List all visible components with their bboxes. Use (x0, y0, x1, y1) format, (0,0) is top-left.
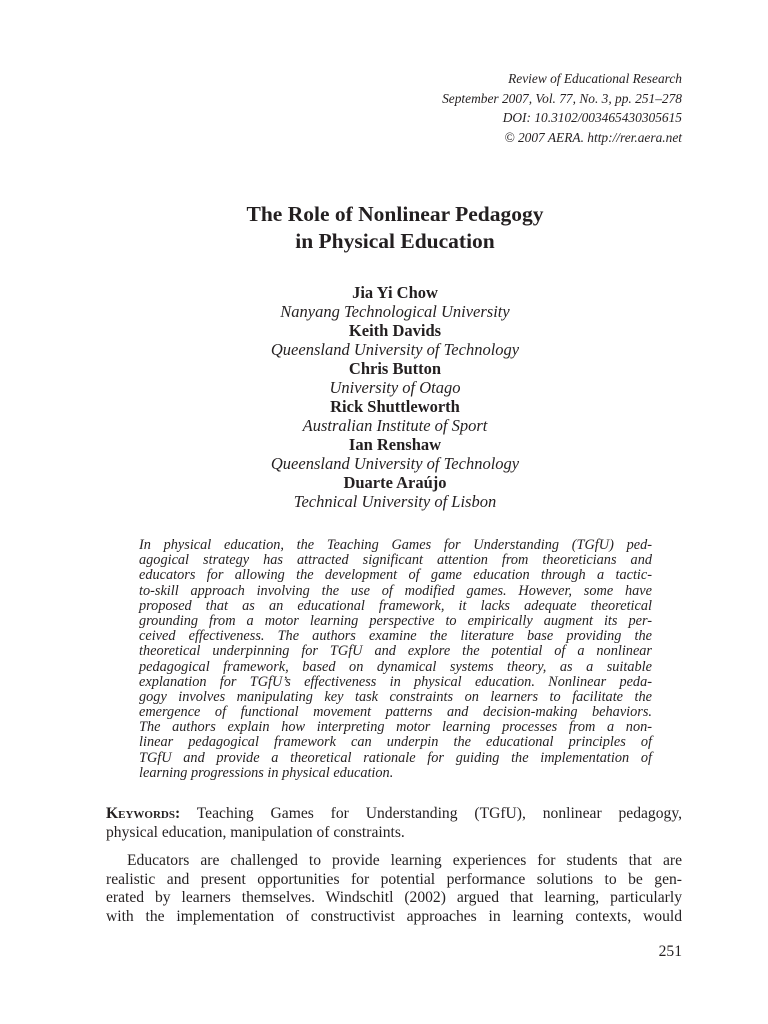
page-number: 251 (658, 943, 682, 960)
abstract-line: educators for allowing the development of game education through a tactic- (139, 567, 652, 584)
body-line: erated by learners themselves. Windschitl (2002) argued that learning, particularly (106, 889, 682, 906)
body-line: Educators are challenged to provide learning experiences for students that are (127, 852, 682, 869)
abstract-line: pedagogical framework, based on dynamical systems theory, as a suitable (139, 658, 652, 675)
author-name: Ian Renshaw (348, 435, 442, 454)
author-name: Duarte Araújo (343, 473, 447, 492)
keywords (106, 805, 682, 842)
paper-title (0, 201, 768, 255)
abstract-line: theoretical underpinning for TGfU and explore the potential of a nonlinear (139, 643, 652, 660)
abstract-line: proposed that as an educational framework, it lacks adequate theoretical (139, 597, 652, 614)
author-name: Chris Button (348, 359, 442, 378)
keywords-line-1: Teaching Games for Understanding (TGfU), nonlinear pedagogy, (196, 805, 682, 822)
body-paragraph (106, 852, 682, 926)
journal-doi: DOI: 10.3102/003465430305615 (502, 110, 682, 125)
abstract-line: In physical education, the Teaching Games for Understanding (TGfU) ped- (139, 537, 652, 553)
paper-title-line-1: The Role of Nonlinear Pedagogy (246, 202, 544, 226)
keywords-label: Keywords: (106, 805, 181, 822)
author-affiliation: Queensland University of Technology (270, 340, 520, 359)
abstract-line: emergence of functional movement patterns and decision-making behaviors. (139, 704, 652, 721)
paper-title-line-2: in Physical Education (295, 229, 495, 253)
abstract-line: explanation for TGfU’s effectiveness in physical education. Nonlinear peda- (139, 673, 652, 690)
author-affiliation: Queensland University of Technology (270, 454, 520, 473)
abstract-line: learning progressions in physical education. (139, 764, 394, 781)
abstract-line: gogy involves manipulating key task constraints on learners to facilitate the (139, 688, 652, 705)
author-affiliation: Technical University of Lisbon (293, 492, 497, 511)
author-affiliation: University of Otago (329, 378, 461, 397)
author-name: Jia Yi Chow (352, 283, 438, 302)
body-line: realistic and present opportunities for potential performance solutions to be gen- (106, 870, 682, 888)
abstract-line: to-skill approach involving the use of modified games. However, some have (139, 582, 652, 599)
journal-name: Review of Educational Research (508, 71, 682, 86)
journal-issue: September 2007, Vol. 77, No. 3, pp. 251–278 (442, 90, 682, 106)
journal-masthead (442, 69, 682, 147)
journal-copyright: © 2007 AERA. http://rer.aera.net (504, 129, 682, 145)
abstract-line: linear pedagogical framework can underpin the educational principles of (139, 734, 652, 751)
abstract-line: The authors explain how interpreting motor learning processes from a non- (139, 719, 652, 736)
keywords-line-2: physical education, manipulation of constraints. (106, 823, 405, 841)
author-name: Keith Davids (348, 321, 442, 340)
abstract (139, 538, 652, 781)
abstract-line: grounding from a motor learning perspective to empirically augment its per- (139, 612, 652, 629)
author-list (0, 283, 768, 511)
author-name: Rick Shuttleworth (330, 397, 460, 416)
author-affiliation: Nanyang Technological University (280, 302, 510, 321)
body-line: with the implementation of constructivist approaches in learning contexts, would (106, 907, 682, 925)
abstract-line: ceived effectiveness. The authors examine the literature base providing the (139, 628, 652, 645)
abstract-line: agogical strategy has attracted significant attention from theoreticians and (139, 552, 652, 569)
author-affiliation: Australian Institute of Sport (302, 416, 488, 435)
abstract-line: TGfU and provide a theoretical rationale for guiding the implementation of (139, 749, 652, 766)
